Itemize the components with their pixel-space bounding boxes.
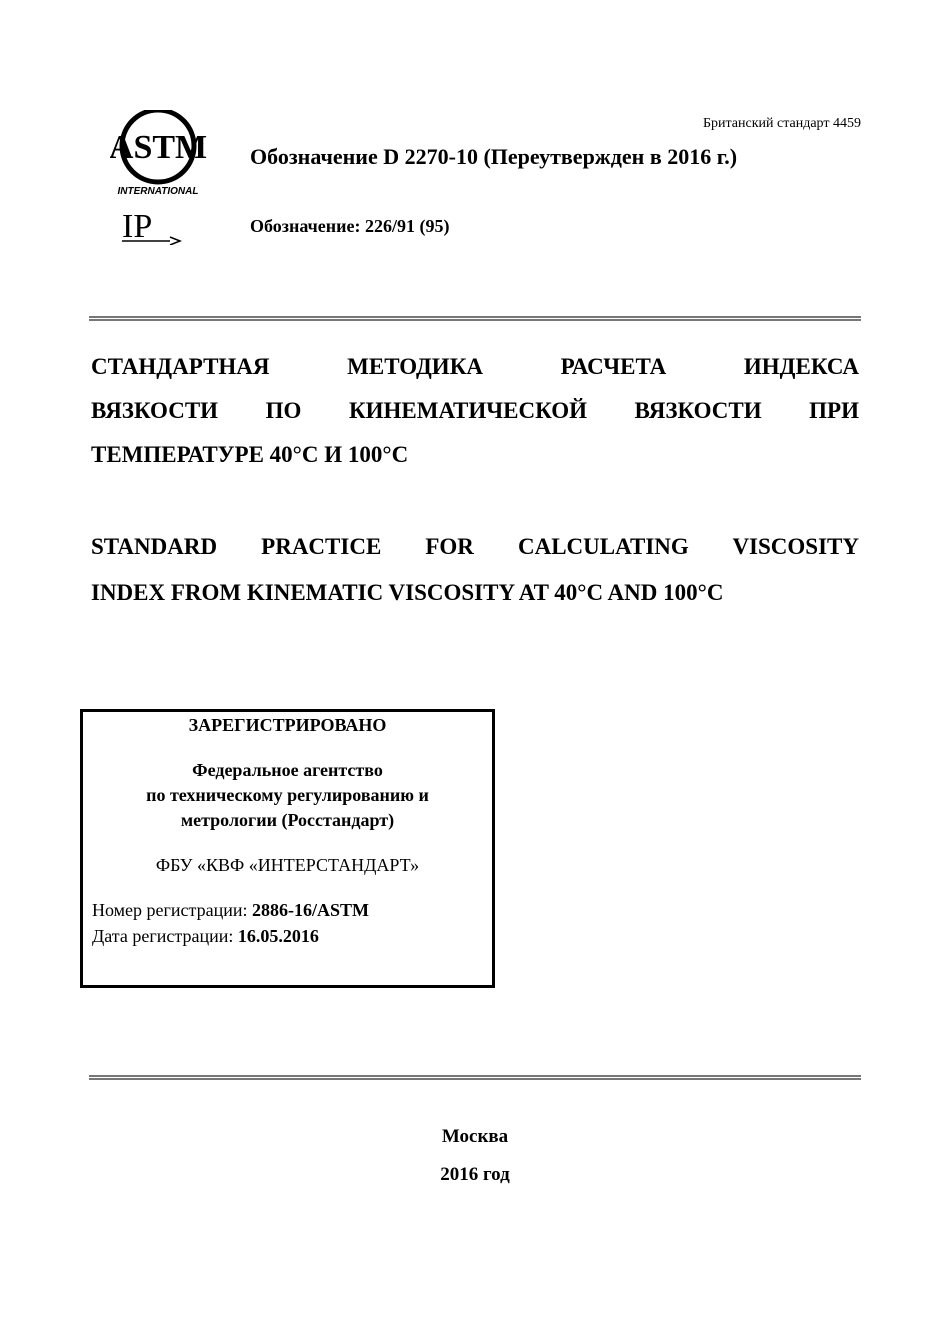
- title-ru-line-2: ВЯЗКОСТИ ПО КИНЕМАТИЧЕСКОЙ ВЯЗКОСТИ ПРИ: [91, 398, 859, 423]
- registration-box: [80, 709, 495, 988]
- title-english: [91, 524, 859, 616]
- title-en-line-1: STANDARD PRACTICE FOR CALCULATING VISCOSITY: [91, 534, 859, 559]
- agency-line-2: по техническому регулированию и: [146, 785, 429, 805]
- title-ru-line-3: ТЕМПЕРАТУРЕ 40°С И 100°С: [91, 442, 409, 467]
- top-divider: [89, 316, 861, 321]
- astm-logo-label: INTERNATIONAL: [117, 186, 199, 197]
- ip-logo-text: IP: [122, 208, 153, 245]
- city: Москва: [441, 1126, 509, 1147]
- astm-logo-text: ASTM: [110, 129, 208, 166]
- registration-date-row: [83, 923, 492, 949]
- ip-logo: [120, 205, 186, 245]
- agency-line-3: метрологии (Росстандарт): [180, 810, 395, 830]
- registration-date-value: 16.05.2016: [237, 926, 319, 946]
- title-en-line-2: INDEX FROM KINEMATIC VISCOSITY AT 40°C AND 100°C: [91, 580, 724, 605]
- title-ru-line-1: СТАНДАРТНАЯ МЕТОДИКА РАСЧЕТА ИНДЕКСА: [91, 354, 859, 379]
- bottom-divider: [89, 1075, 861, 1080]
- astm-logo: [110, 110, 210, 198]
- british-standard-note: Британский стандарт 4459: [702, 116, 861, 131]
- designation-ip: Обозначение: 226/91 (95): [250, 216, 450, 236]
- registration-number-value: 2886-16/ASTM: [252, 900, 370, 920]
- title-russian: [91, 345, 859, 477]
- registration-heading: ЗАРЕГИСТРИРОВАНО: [188, 715, 387, 735]
- year: 2016 год: [440, 1164, 510, 1185]
- registration-organization: ФБУ «КВФ «ИНТЕРСТАНДАРТ»: [155, 855, 420, 875]
- registration-number-row: [83, 897, 492, 923]
- designation-title: Обозначение D 2270-10 (Переутвержден в 2016 г.): [250, 144, 738, 169]
- registration-date-label: Дата регистрации:: [92, 926, 238, 946]
- registration-agency: [83, 758, 492, 833]
- agency-line-1: Федеральное агентство: [192, 760, 383, 780]
- registration-number-label: Номер регистрации:: [92, 900, 253, 920]
